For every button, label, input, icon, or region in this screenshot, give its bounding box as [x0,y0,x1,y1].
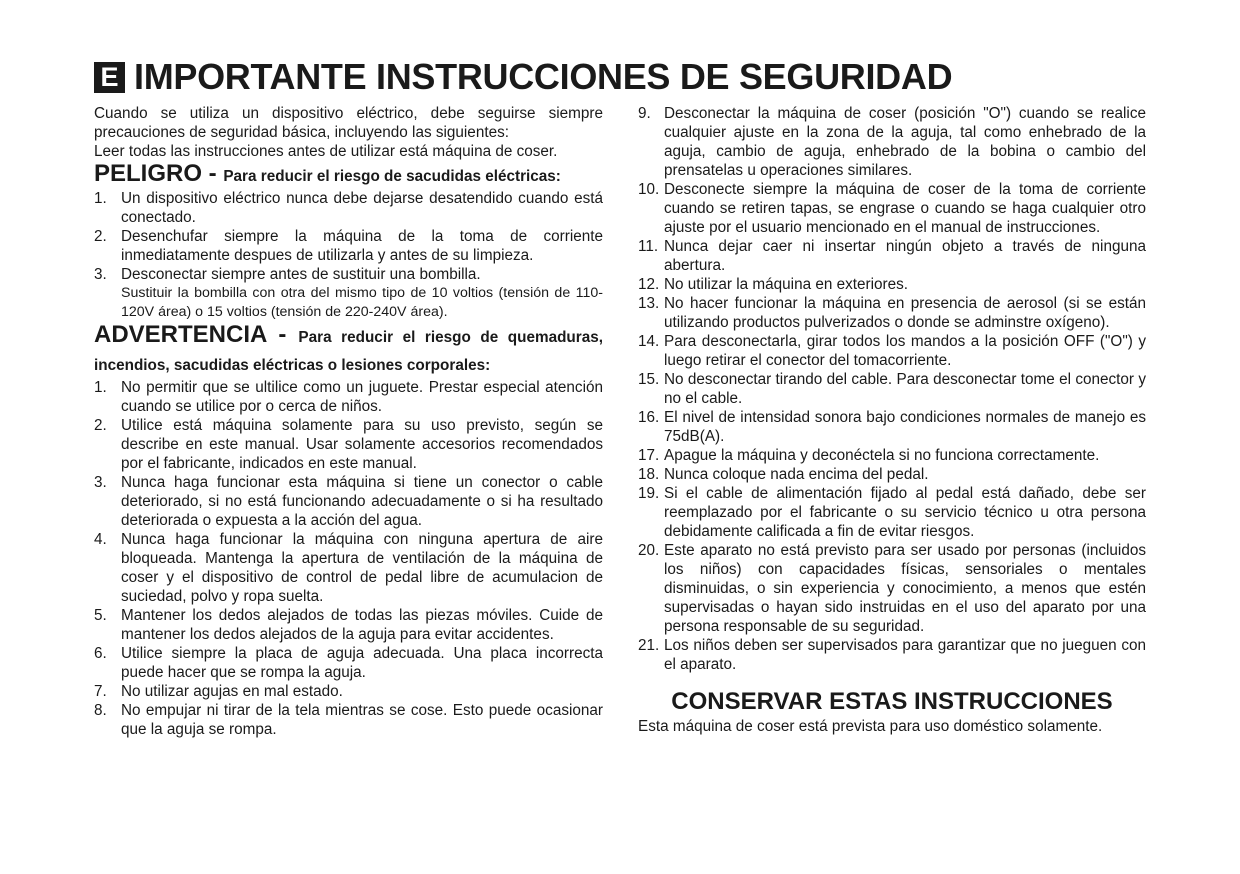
advertencia-heading [94,322,603,378]
item-number: 2. [94,417,107,434]
list-item [94,644,603,682]
item-text: No permitir que se ultilice como un juguete. Prestar especial atención cuando se utilice por o cerca de niños. [121,379,603,415]
item-number: 17. [638,447,660,464]
language-badge: E [94,62,125,93]
item-number: 9. [638,105,651,122]
item-text: Los niños deben ser supervisados para garantizar que no jueguen con el aparato. [664,637,1146,673]
peligro-title: PELIGRO - [94,160,224,187]
intro-line-2: Leer todas las instrucciones antes de utilizar está máquina de coser. [94,143,558,160]
item-text: No empujar ni tirar de la tela mientras se cose. Esto puede ocasionar que la aguja se rompa. [121,702,603,738]
item-number: 20. [638,542,660,559]
list-item [638,104,1146,180]
item-number: 1. [94,379,107,396]
item-text: Un dispositivo eléctrico nunca debe dejarse desatendido cuando está conectado. [121,190,603,226]
item-text: Este aparato no está previsto para ser usado por personas (incluidos los niños) con capacidades físicas, sensoriales o mentales disminuidas, o sin experiencia y conocimiento, a menos que estén supervisadas o hayan sido instruidas en el uso del aparato por una persona responsable de su seguridad. [664,542,1146,635]
list-item [94,606,603,644]
list-item [94,227,603,265]
item-number: 2. [94,228,107,245]
item-number: 12. [638,276,660,293]
item-text: Desconecte siempre la máquina de coser de la toma de corriente cuando se retiren tapas, se engrase o cuando se haga cualquier otro ajuste por el usuario mencionado en el manual de instrucciones. [664,181,1146,236]
list-item [638,370,1146,408]
item-text: Utilice está máquina solamente para su uso previsto, según se describe en este manual. Usar solamente accesorios recomendados por el fabricante, indicados en este manual. [121,417,603,472]
item-text: No utilizar agujas en mal estado. [121,683,343,700]
item-text: Desconectar siempre antes de sustituir una bombilla. [121,266,481,283]
list-item [94,682,603,701]
item-number: 5. [94,607,107,624]
peligro-heading [94,161,603,189]
item-text: Desconectar la máquina de coser (posición "O") cuando se realice cualquier ajuste en la zona de la aguja, tal como enhebrado de la aguja, cambio de aguja, enhebrado de la bobina o cambio del prensatelas u operaciones similares. [664,105,1146,179]
item-text: Apague la máquina y deconéctela si no funciona correctamente. [664,447,1100,464]
advertencia-subtitle: Para reducir el riesgo de quemaduras, incendios, sacudidas eléctricas o lesiones corporales: [94,329,603,374]
item-text: No hacer funcionar la máquina en presencia de aerosol (si se están utilizando productos pulverizados o donde se adminstre oxígeno). [664,295,1146,331]
item-number: 3. [94,266,107,283]
list-item [638,636,1146,674]
list-item [638,237,1146,275]
peligro-subtitle: Para reducir el riesgo de sacudidas eléctricas: [223,168,561,185]
item-number: 6. [94,645,107,662]
item-number: 18. [638,466,660,483]
item-text: Nunca coloque nada encima del pedal. [664,466,929,483]
left-column [94,104,603,739]
item-text: Nunca dejar caer ni insertar ningún objeto a través de ninguna abertura. [664,238,1146,274]
item-number: 8. [94,702,107,719]
conservar-heading: CONSERVAR ESTAS INSTRUCCIONES [671,688,1113,715]
intro-paragraph [94,104,603,161]
list-item [94,416,603,473]
item-text: Para desconectarla, girar todos los mandos a la posición OFF ("O") y luego retirar el conector del tomacorriente. [664,333,1146,369]
item-number: 13. [638,295,660,312]
list-item [638,408,1146,446]
item-number: 14. [638,333,660,350]
advertencia-list-part-1 [94,378,603,739]
item-text: Nunca haga funcionar esta máquina si tiene un conector o cable deteriorado, si no está funcionando adecuadamente o si ha resultado deteriorada o expuesta a la acción del agua. [121,474,603,529]
list-item [638,180,1146,237]
page-title [94,56,952,98]
list-item [638,446,1146,465]
list-item [638,332,1146,370]
item-text: Nunca haga funcionar la máquina con ninguna apertura de aire bloqueada. Mantenga la apertura de ventilación de la máquina de coser y el dispositivo de control de pedal libre de acumulacion de suciedad, polvo y ropa suelta. [121,531,603,605]
item-number: 1. [94,190,107,207]
list-item [94,378,603,416]
item-text: No desconectar tirando del cable. Para desconectar tome el conector y no el cable. [664,371,1146,407]
advertencia-title: ADVERTENCIA - [94,321,299,348]
item-number: 15. [638,371,660,388]
item-number: 7. [94,683,107,700]
peligro-list [94,189,603,322]
list-item [94,265,603,322]
item-text: Utilice siempre la placa de aguja adecuada. Una placa incorrecta puede hacer que se rompa la aguja. [121,645,603,681]
item-number: 10. [638,181,660,198]
item-text: No utilizar la máquina en exteriores. [664,276,909,293]
list-item [94,189,603,227]
item-number: 19. [638,485,660,502]
item-text-group [121,265,603,322]
intro-line-1: Cuando se utiliza un dispositivo eléctrico, debe seguirse siempre precauciones de seguridad básica, incluyendo las siguientes: [94,105,603,141]
list-item [94,530,603,606]
list-item [94,701,603,739]
list-item [638,541,1146,636]
item-number: 21. [638,637,660,654]
item-text: Mantener los dedos alejados de todas las piezas móviles. Cuide de mantener los dedos alejados de la aguja para evitar accidentes. [121,607,603,643]
list-item [638,275,1146,294]
list-item [638,484,1146,541]
list-item [638,465,1146,484]
item-number: 16. [638,409,660,426]
item-number: 11. [638,238,659,255]
title-text: IMPORTANTE INSTRUCCIONES DE SEGURIDAD [134,56,953,97]
item-text: Si el cable de alimentación fijado al pedal está dañado, debe ser reemplazado por el fabricante o su servicio técnico u otra persona debidamente calificada a fin de evitar riesgos. [664,485,1146,540]
item-subtext: Sustituir la bombilla con otra del mismo tipo de 10 voltios (tensión de 110-120V área) o 15 voltios (tensión de 220-240V área). [121,285,603,320]
item-text: Desenchufar siempre la máquina de la toma de corriente inmediatamente despues de utilizarla y antes de su limpieza. [121,228,603,264]
item-text: El nivel de intensidad sonora bajo condiciones normales de manejo es 75dB(A). [664,409,1146,445]
domestic-use-note: Esta máquina de coser está prevista para uso doméstico solamente. [638,718,1103,735]
item-number: 3. [94,474,107,491]
list-item [94,473,603,530]
item-number: 4. [94,531,107,548]
right-column [638,104,1146,736]
list-item [638,294,1146,332]
advertencia-list-part-2 [638,104,1146,674]
